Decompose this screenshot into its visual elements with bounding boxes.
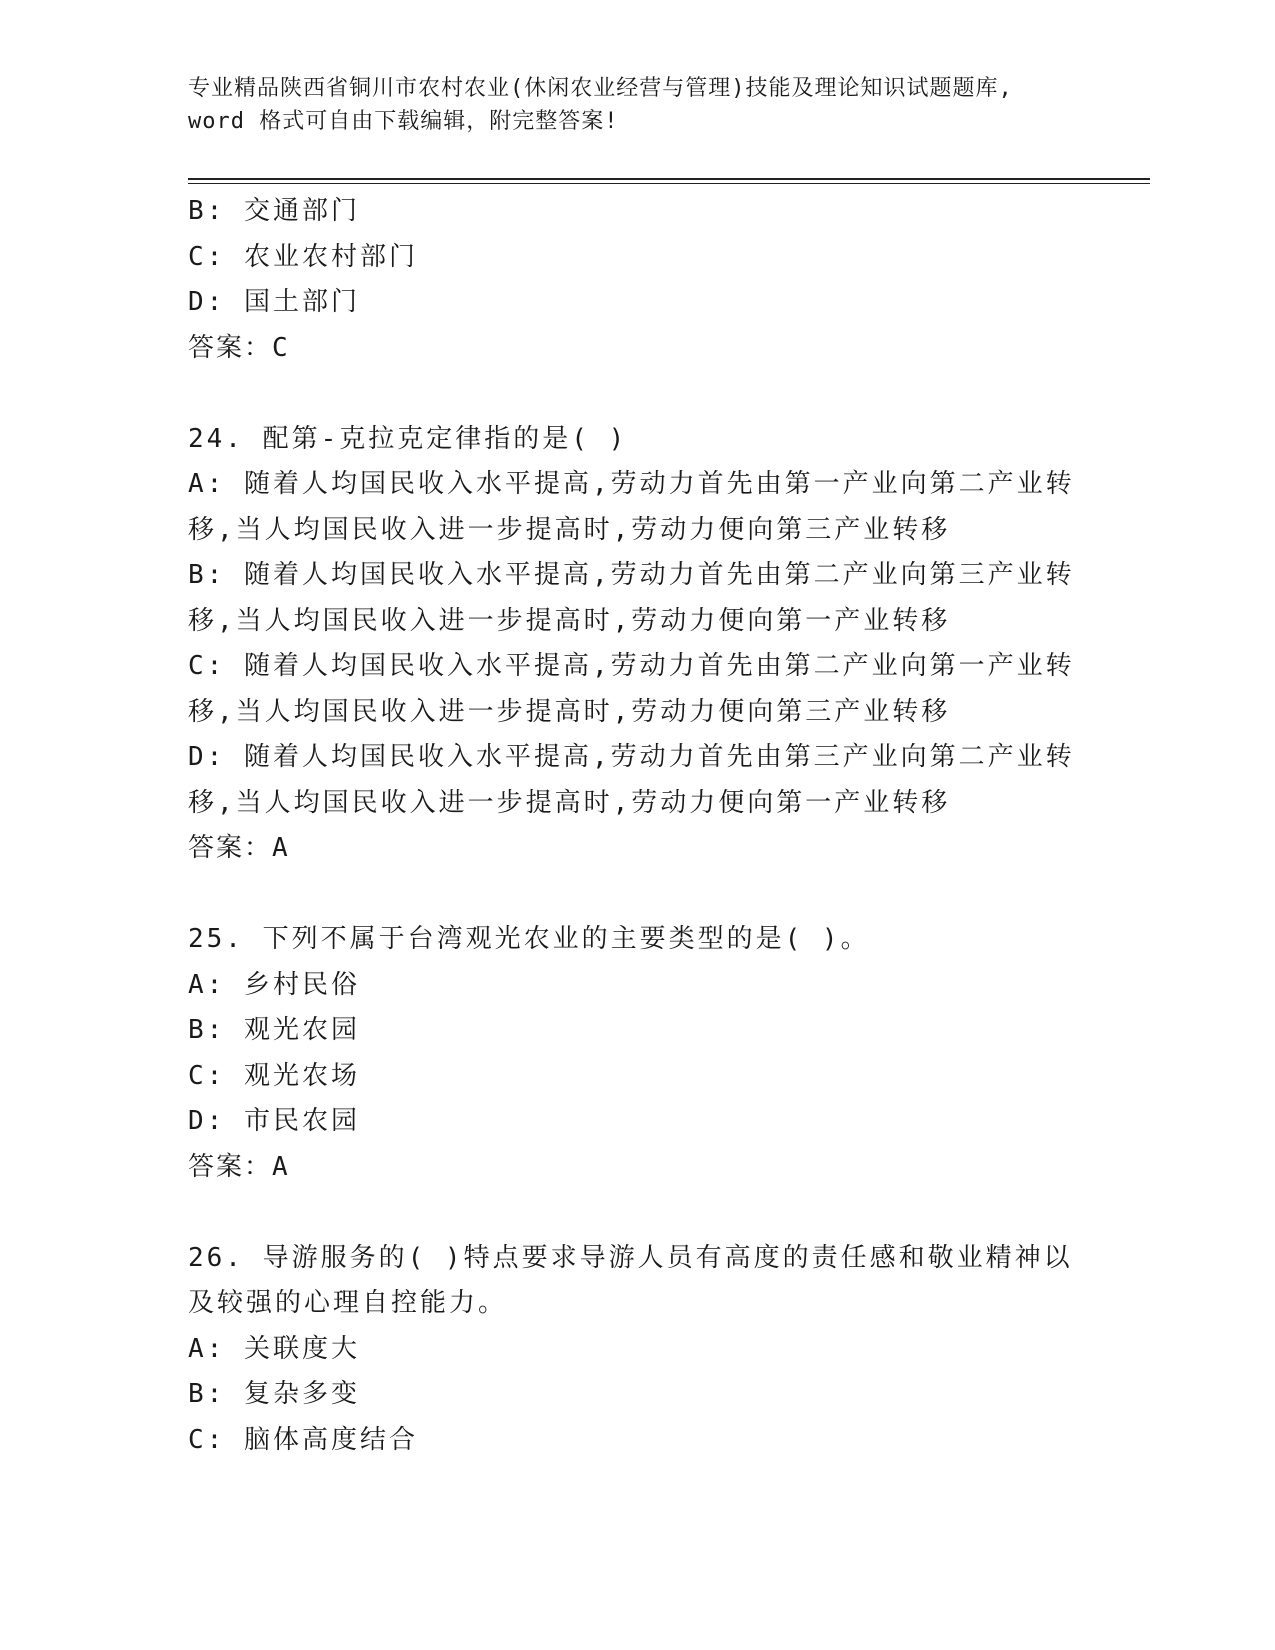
answer-line: [188, 326, 1148, 372]
option-b: B: 观光农园: [188, 1015, 360, 1045]
question-list: [188, 189, 1148, 1463]
spacer: [188, 1190, 1148, 1236]
question-text-line-1: 26. 导游服务的( )特点要求导游人员有高度的责任感和敬业精神以: [188, 1242, 1073, 1273]
option-c: C: 脑体高度结合: [188, 1424, 418, 1455]
spacer: [188, 371, 1148, 417]
answer-value: A: [272, 833, 290, 863]
answer-label: 答案：: [188, 1151, 273, 1182]
document-header: [188, 72, 1088, 138]
option-d-line-1: D: 随着人均国民收入水平提高,劳动力首先由第三产业向第二产业转: [188, 742, 1075, 772]
option-d: D: 国土部门: [188, 287, 360, 317]
header-divider-thick: [188, 178, 1150, 180]
option-a-line-2: 移,当人均国民收入进一步提高时,劳动力便向第三产业转移: [188, 514, 951, 545]
option-a: A: 关联度大: [188, 1333, 360, 1364]
spacer: [188, 872, 1148, 918]
option-c-line-1: C: 随着人均国民收入水平提高,劳动力首先由第二产业向第一产业转: [188, 651, 1075, 681]
question-23-tail: [188, 189, 1148, 371]
question-text: 25. 下列不属于台湾观光农业的主要类型的是( )。: [188, 924, 870, 954]
option-d-line-2: 移,当人均国民收入进一步提高时,劳动力便向第一产业转移: [188, 787, 951, 818]
option-c: C: 农业农村部门: [188, 241, 418, 272]
header-line-1: 专业精品陕西省铜川市农村农业(休闲农业经营与管理)技能及理论知识试题题库,: [188, 76, 1013, 101]
question-text-line-2: 及较强的心理自控能力。: [188, 1288, 508, 1318]
option-c: C: 观光农场: [188, 1060, 360, 1091]
header-line-2: word 格式可自由下载编辑，附完整答案!: [188, 109, 619, 134]
question-26: [188, 1236, 1148, 1464]
answer-label: 答案：: [188, 833, 273, 863]
option-b: B: 复杂多变: [188, 1379, 360, 1409]
answer-value: C: [272, 332, 290, 363]
option-a: A: 乡村民俗: [188, 969, 360, 1000]
header-divider-thin: [188, 183, 1150, 184]
question-text: 24. 配第-克拉克定律指的是( ): [188, 423, 628, 454]
option-b: B: 交通部门: [188, 196, 360, 226]
answer-value: A: [272, 1151, 290, 1182]
question-24: [188, 417, 1148, 872]
option-c-line-2: 移,当人均国民收入进一步提高时,劳动力便向第三产业转移: [188, 696, 951, 727]
answer-line: [188, 826, 1148, 872]
answer-label: 答案：: [188, 332, 273, 363]
option-d: D: 市民农园: [188, 1106, 360, 1136]
option-a-line-1: A: 随着人均国民收入水平提高,劳动力首先由第一产业向第二产业转: [188, 469, 1075, 499]
option-b-line-1: B: 随着人均国民收入水平提高,劳动力首先由第二产业向第三产业转: [188, 560, 1075, 590]
option-b-line-2: 移,当人均国民收入进一步提高时,劳动力便向第一产业转移: [188, 605, 951, 636]
question-25: [188, 917, 1148, 1190]
answer-line: [188, 1145, 1148, 1191]
